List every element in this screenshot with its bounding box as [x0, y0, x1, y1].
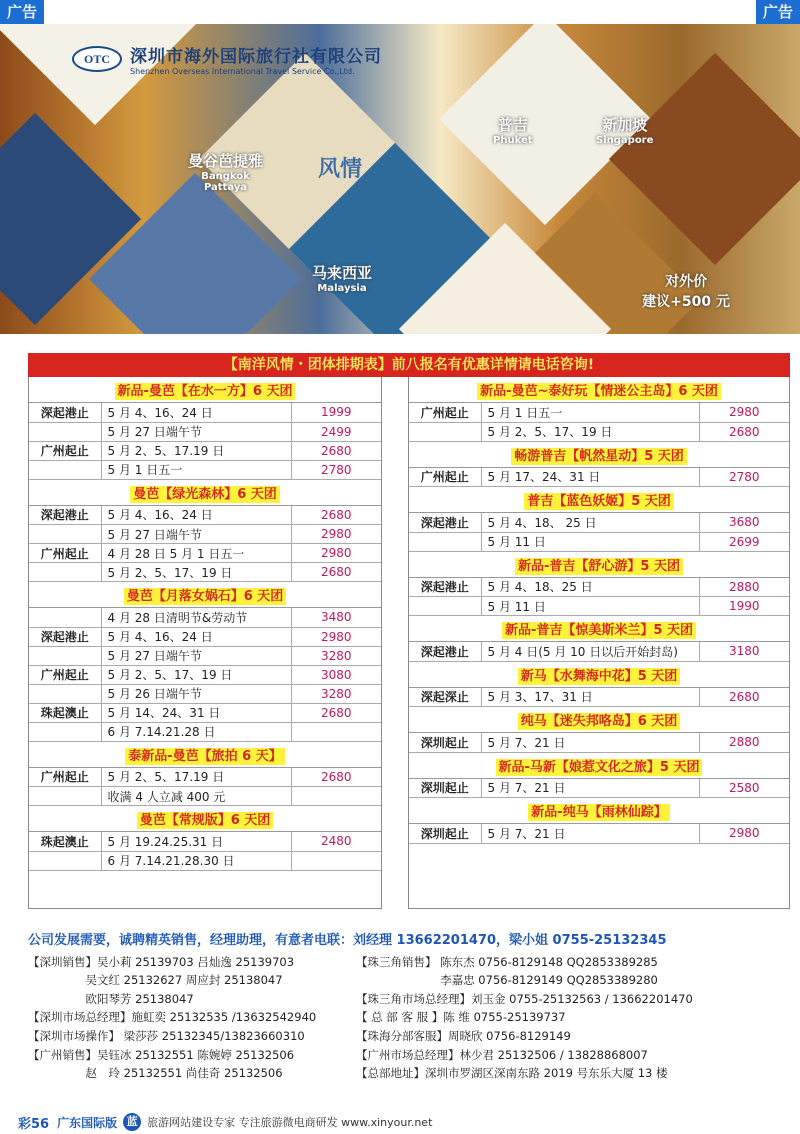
- contact-left: 吴文红 25132627 周应封 25138047: [28, 973, 283, 988]
- table-row: [29, 768, 381, 787]
- table-row: [409, 403, 789, 422]
- price-cell: 2680: [291, 703, 381, 722]
- destination-malaysia-cn: 马来西亚: [312, 264, 373, 282]
- tour-table: [409, 779, 789, 799]
- destination-singapore-en: Singapore: [596, 135, 654, 146]
- contact-right: 【总部地址】深圳市罗湖区深南东路 2019 号东乐大厦 13 楼: [356, 1066, 668, 1081]
- tour-title: [409, 616, 789, 642]
- contact-right: 【广州市场总经理】林少君 25132506 / 13828868007: [356, 1047, 648, 1062]
- tour-table: [409, 513, 789, 552]
- date-cell: 5 月 4、16、24 日: [101, 506, 291, 525]
- tour-title: [29, 582, 381, 608]
- tour-title: [29, 806, 381, 832]
- tour-title-text: 普吉【蓝色妖姬】5 天团: [524, 493, 674, 510]
- contact-row: [28, 990, 790, 1009]
- tour-title: [409, 487, 789, 513]
- table-row: [409, 422, 789, 441]
- contact-right: 【珠海分部客服】周晓欣 0756-8129149: [356, 1028, 571, 1043]
- price-cell: 2680: [291, 768, 381, 787]
- table-row: [29, 665, 381, 684]
- contact-row: [28, 1008, 790, 1027]
- table-row: [29, 684, 381, 703]
- tour-title-text: 曼芭【月落女娲石】6 天团: [124, 588, 287, 605]
- tour-table: [29, 506, 381, 583]
- tour-title-text: 曼芭【常规版】6 天团: [137, 812, 274, 829]
- company-name-en: Shenzhen Overseas International Travel Service Co.,Ltd.: [130, 67, 355, 76]
- date-cell: 4 月 28 日 5 月 1 日五一: [101, 544, 291, 563]
- price-cell: 2980: [291, 544, 381, 563]
- contact-left: 赵 玲 25132551 尚佳奇 25132506: [28, 1066, 283, 1081]
- table-row: [29, 722, 381, 741]
- price-cell: 3280: [291, 646, 381, 665]
- ad-label-right: 广告: [756, 0, 800, 24]
- table-row: [409, 688, 789, 707]
- tour-title: [409, 377, 789, 403]
- departure-cell: 深起港止: [409, 578, 481, 597]
- table-row: [29, 422, 381, 441]
- banner: [0, 24, 800, 334]
- tour-title-text: 新品-普吉【舒心游】5 天团: [515, 558, 683, 575]
- departure-cell: [29, 722, 101, 741]
- company-name-cn: 深圳市海外国际旅行社有限公司: [130, 47, 382, 67]
- date-cell: 5 月 19.24.25.31 日: [101, 832, 291, 851]
- date-cell: 5 月 14、24、31 日: [101, 703, 291, 722]
- price-cell: 2680: [291, 506, 381, 525]
- price-cell: 2480: [291, 832, 381, 851]
- departure-cell: [29, 851, 101, 870]
- banner-tile: [609, 53, 800, 265]
- table-row: [409, 578, 789, 597]
- contact-left: 【广州销售】吴钰冰 25132551 陈婉婷 25132506: [28, 1047, 295, 1062]
- destination-bangkok: [188, 150, 263, 193]
- table-row: [29, 441, 381, 460]
- departure-cell: [29, 646, 101, 665]
- contact-row: [28, 953, 790, 972]
- calligraphy-mark: 风情: [318, 156, 363, 182]
- tour-title-text: 曼芭【绿光森林】6 天团: [130, 486, 280, 503]
- price-cell: [291, 722, 381, 741]
- schedule-header: 【南洋风情・团体排期表】前八报名有优惠详情请电话咨询!: [28, 353, 790, 377]
- table-row: [409, 532, 789, 551]
- tour-table: [409, 688, 789, 708]
- date-cell: 5 月 7、21 日: [481, 824, 699, 843]
- table-row: [29, 506, 381, 525]
- price-cell: 2499: [291, 422, 381, 441]
- tour-title: [29, 742, 381, 768]
- tour-title-text: 新品-曼芭【在水一方】6 天团: [115, 383, 296, 400]
- date-cell: 5 月 1 日五一: [101, 460, 291, 479]
- table-row: [409, 513, 789, 532]
- date-cell: 5 月 3、17、31 日: [481, 688, 699, 707]
- contact-right: 【珠三角销售】 陈东杰 0756-8129148 QQ2853389285: [356, 954, 658, 969]
- departure-cell: 深圳起止: [409, 779, 481, 798]
- price-cell: 2680: [699, 422, 789, 441]
- price-cell: 2780: [699, 468, 789, 487]
- date-cell: 5 月 27 日端午节: [101, 646, 291, 665]
- tour-title-text: 新马【水舞海中花】5 天团: [518, 668, 681, 685]
- date-cell: 5 月 11 日: [481, 532, 699, 551]
- table-row: [29, 460, 381, 479]
- departure-cell: [409, 597, 481, 616]
- tour-table: [409, 733, 789, 753]
- departure-cell: [29, 787, 101, 806]
- departure-cell: 广州起止: [409, 403, 481, 422]
- contacts-section: [28, 932, 790, 1083]
- contact-left: 【深圳市场总经理】施虹奕 25132535 /13632542940: [28, 1010, 317, 1025]
- price-cell: [291, 851, 381, 870]
- schedule-right-column: [408, 377, 790, 909]
- destination-pattaya-en: Pattaya: [203, 182, 248, 193]
- otc-logo-icon: OTC: [72, 46, 122, 72]
- date-cell: 5 月 2、5、17.19 日: [101, 768, 291, 787]
- departure-cell: 广州起止: [29, 441, 101, 460]
- contact-row: [28, 1046, 790, 1065]
- departure-cell: 广州起止: [29, 544, 101, 563]
- contact-row: [28, 1027, 790, 1046]
- table-row: [29, 544, 381, 563]
- recruit-notice: 公司发展需要，诚聘精英销售，经理助理，有意者电联：刘经理 13662201470，梁小姐 0755-25132345: [28, 933, 667, 948]
- table-row: [409, 824, 789, 843]
- tour-title-text: 纯马【迷失邦咯岛】6 天团: [518, 713, 681, 730]
- date-cell: 5 月 4 日(5 月 10 日以后开始封岛): [481, 642, 699, 661]
- date-cell: 5 月 2、5、17、19 日: [481, 422, 699, 441]
- footer-brand: 广东国际版: [57, 1115, 118, 1130]
- contact-row: [28, 1064, 790, 1083]
- date-cell: 5 月 27 日端午节: [101, 422, 291, 441]
- tour-title: [29, 377, 381, 403]
- date-cell: 5 月 27 日端午节: [101, 525, 291, 544]
- tour-title-text: 新品-纯马【雨林仙踪】: [528, 804, 669, 821]
- departure-cell: 深圳起止: [409, 824, 481, 843]
- date-cell: 5 月 1 日五一: [481, 403, 699, 422]
- tour-title: [29, 480, 381, 506]
- departure-cell: 珠起澳止: [29, 832, 101, 851]
- departure-cell: 深起港止: [29, 506, 101, 525]
- tour-title: [409, 442, 789, 468]
- tour-title: [409, 753, 789, 779]
- tour-title-text: 畅游普吉【帆然星动】5 天团: [511, 448, 687, 465]
- footer-text: 旅游网站建设专家 专注旅游微电商研发 www.xinyour.net: [147, 1116, 433, 1129]
- table-row: [409, 779, 789, 798]
- price-cell: 2780: [291, 460, 381, 479]
- price-cell: 2880: [699, 733, 789, 752]
- price-cell: 2880: [699, 578, 789, 597]
- departure-cell: 广州起止: [409, 468, 481, 487]
- departure-cell: 深起港止: [409, 513, 481, 532]
- departure-cell: 深圳起止: [409, 733, 481, 752]
- price-note-line1: 对外价: [665, 274, 708, 290]
- table-row: [29, 787, 381, 806]
- departure-cell: 深起港止: [29, 403, 101, 422]
- destination-phuket-cn: 普吉: [497, 116, 528, 134]
- tour-title: [409, 552, 789, 578]
- price-cell: 2980: [699, 824, 789, 843]
- tour-table: [409, 824, 789, 844]
- date-cell: 5 月 7、21 日: [481, 779, 699, 798]
- brand-badge-icon: 蓝: [123, 1113, 141, 1131]
- table-row: [29, 832, 381, 851]
- departure-cell: 深起深止: [409, 688, 481, 707]
- departure-cell: 广州起止: [29, 768, 101, 787]
- departure-cell: [29, 684, 101, 703]
- departure-cell: [29, 608, 101, 627]
- tour-title-text: 新品-马新【娘惹文化之旅】5 天团: [496, 759, 703, 776]
- table-row: [29, 851, 381, 870]
- price-cell: 2980: [291, 525, 381, 544]
- destination-singapore-cn: 新加坡: [602, 116, 648, 134]
- tour-table: [29, 768, 381, 807]
- destination-singapore: [596, 114, 653, 146]
- contact-left: 【深圳销售】吴小莉 25139703 吕灿逸 25139703: [28, 954, 295, 969]
- table-row: [29, 627, 381, 646]
- date-cell: 5 月 2、5、17.19 日: [101, 441, 291, 460]
- page-number: 彩56: [18, 1116, 50, 1132]
- table-row: [29, 703, 381, 722]
- tour-table: [409, 468, 789, 488]
- table-row: [29, 403, 381, 422]
- price-cell: 3180: [699, 642, 789, 661]
- date-cell: 5 月 17、24、31 日: [481, 468, 699, 487]
- ad-label-left: 广告: [0, 0, 44, 24]
- tour-table: [409, 578, 789, 617]
- price-cell: [291, 787, 381, 806]
- price-cell: 2680: [699, 688, 789, 707]
- price-cell: 3680: [699, 513, 789, 532]
- departure-cell: [29, 422, 101, 441]
- price-cell: 2980: [291, 627, 381, 646]
- contact-left: 欧阳琴芳 25138047: [28, 991, 194, 1006]
- departure-cell: [29, 563, 101, 582]
- table-row: [409, 597, 789, 616]
- tour-table: [29, 832, 381, 871]
- tour-title-text: 新品-曼芭~泰好玩【情迷公主岛】6 天团: [477, 383, 721, 400]
- date-cell: 5 月 7、21 日: [481, 733, 699, 752]
- date-cell: 5 月 11 日: [481, 597, 699, 616]
- departure-cell: 广州起止: [29, 665, 101, 684]
- contact-row: [28, 971, 790, 990]
- tour-table: [409, 642, 789, 662]
- date-cell: 5 月 4、18、 25 日: [481, 513, 699, 532]
- date-cell: 5 月 2、5、17、19 日: [101, 665, 291, 684]
- destination-malaysia: [312, 262, 372, 294]
- table-row: [29, 608, 381, 627]
- price-cell: 2680: [291, 441, 381, 460]
- table-row: [29, 525, 381, 544]
- tour-title: [409, 707, 789, 733]
- date-cell: 6 月 7.14.21.28.30 日: [101, 851, 291, 870]
- destination-phuket-en: Phuket: [493, 135, 533, 146]
- tour-table: [29, 403, 381, 480]
- date-cell: 5 月 4、16、24 日: [101, 627, 291, 646]
- price-cell: 1999: [291, 403, 381, 422]
- table-row: [409, 642, 789, 661]
- destination-malaysia-en: Malaysia: [317, 283, 367, 294]
- departure-cell: 珠起澳止: [29, 703, 101, 722]
- destination-bangkok-en: Bangkok: [201, 171, 250, 182]
- tour-title: [409, 798, 789, 824]
- departure-cell: [409, 422, 481, 441]
- departure-cell: [29, 460, 101, 479]
- tour-title: [409, 662, 789, 688]
- contact-right: 【珠三角市场总经理】刘玉金 0755-25132563 / 13662201470: [356, 991, 693, 1006]
- footer: [18, 1112, 788, 1132]
- tour-title-text: 泰新品-曼芭【旅拍 6 天】: [125, 748, 285, 765]
- schedule-left-column: [28, 377, 382, 909]
- table-row: [29, 563, 381, 582]
- price-cell: 3480: [291, 608, 381, 627]
- price-cell: 3080: [291, 665, 381, 684]
- price-cell: 1990: [699, 597, 789, 616]
- price-cell: 3280: [291, 684, 381, 703]
- date-cell: 6 月 7.14.21.28 日: [101, 722, 291, 741]
- destination-bangkok-cn: 曼谷芭提雅: [188, 152, 264, 170]
- tour-title-text: 新品-普吉【惊美斯米兰】5 天团: [502, 622, 696, 639]
- price-cell: 2680: [291, 563, 381, 582]
- departure-cell: 深起港止: [29, 627, 101, 646]
- date-cell: 5 月 4、18、25 日: [481, 578, 699, 597]
- table-row: [409, 733, 789, 752]
- tour-table: [29, 608, 381, 742]
- departure-cell: [409, 532, 481, 551]
- departure-cell: [29, 525, 101, 544]
- destination-phuket: [493, 114, 533, 146]
- departure-cell: 深起港止: [409, 642, 481, 661]
- company-logo: [72, 42, 382, 76]
- table-row: [29, 646, 381, 665]
- contact-right: 【 总 部 客 服 】陈 维 0755-25139737: [356, 1010, 566, 1025]
- date-cell: 5 月 4、16、24 日: [101, 403, 291, 422]
- price-cell: 2699: [699, 532, 789, 551]
- date-cell: 5 月 2、5、17、19 日: [101, 563, 291, 582]
- date-cell: 4 月 28 日清明节&劳动节: [101, 608, 291, 627]
- contact-left: 【深圳市场操作】 梁莎莎 25132345/13823660310: [28, 1028, 305, 1043]
- tour-table: [409, 403, 789, 442]
- price-cell: 2980: [699, 403, 789, 422]
- date-cell: 5 月 26 日端午节: [101, 684, 291, 703]
- price-note-line2: 建议+500 元: [642, 294, 730, 310]
- table-row: [409, 468, 789, 487]
- date-cell: 收满 4 人立减 400 元: [101, 787, 291, 806]
- contact-right: 李嘉忠 0756-8129149 QQ2853389280: [356, 973, 658, 988]
- price-cell: 2580: [699, 779, 789, 798]
- price-note: [642, 272, 730, 312]
